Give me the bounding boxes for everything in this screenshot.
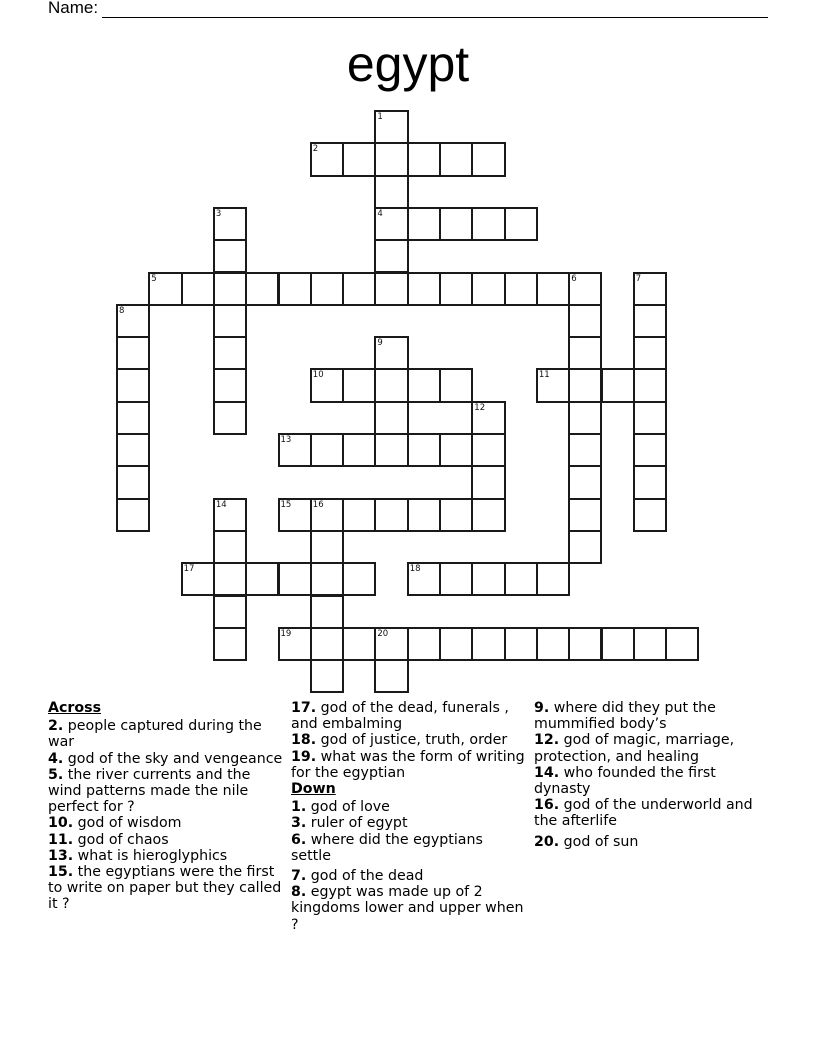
grid-cell[interactable] xyxy=(568,272,602,306)
grid-cell[interactable] xyxy=(374,207,408,241)
grid-cell[interactable] xyxy=(213,336,247,370)
grid-cell[interactable] xyxy=(536,627,570,661)
grid-cell[interactable] xyxy=(568,336,602,370)
clues-column-2 xyxy=(291,700,526,933)
clue-across-5: 5. the river currents and the wind patterns made the nile perfect for ? xyxy=(48,766,251,816)
clue-number: 15 xyxy=(280,499,292,510)
grid-cell[interactable] xyxy=(342,433,376,467)
grid-cell[interactable] xyxy=(504,562,538,596)
clue-down-1: 1. god of love xyxy=(291,799,390,816)
grid-cell[interactable] xyxy=(116,433,150,467)
grid-cell[interactable] xyxy=(213,239,247,273)
grid-cell[interactable] xyxy=(374,336,408,370)
clue-across-19: 19. what was the form of writing for the egyptian xyxy=(291,748,525,781)
grid-cell[interactable] xyxy=(504,272,538,306)
clue-down-20: 20. god of sun xyxy=(534,833,639,850)
grid-cell[interactable] xyxy=(633,272,667,306)
grid-cell[interactable] xyxy=(374,659,408,693)
grid-cell[interactable] xyxy=(213,368,247,402)
clue-number: 1 xyxy=(377,112,383,122)
grid-cell[interactable] xyxy=(568,465,602,499)
clue-down-7: 7. god of the dead xyxy=(291,868,424,885)
grid-cell[interactable] xyxy=(439,368,473,402)
grid-cell[interactable] xyxy=(633,498,667,532)
grid-cell[interactable] xyxy=(536,272,570,306)
grid-cell[interactable] xyxy=(116,336,150,370)
grid-cell[interactable] xyxy=(633,433,667,467)
clue-number: 16 xyxy=(312,499,324,510)
grid-cell[interactable] xyxy=(374,627,408,661)
clues-column-1 xyxy=(48,700,283,913)
grid-cell[interactable] xyxy=(633,627,667,661)
grid-cell[interactable] xyxy=(568,627,602,661)
grid-cell[interactable] xyxy=(213,530,247,564)
grid-cell[interactable] xyxy=(181,562,215,596)
clue-across-17: 17. god of the dead, funerals , and embalming xyxy=(291,700,509,733)
grid-cell[interactable] xyxy=(116,368,150,402)
clue-across-4: 4. god of the sky and vengeance xyxy=(48,750,283,767)
grid-cell[interactable] xyxy=(245,562,279,596)
grid-cell[interactable] xyxy=(116,401,150,435)
grid-cell[interactable] xyxy=(310,142,344,176)
grid-cell[interactable] xyxy=(601,368,635,402)
clue-number: 4 xyxy=(377,208,383,219)
grid-cell[interactable] xyxy=(181,272,215,306)
clue-number: 9 xyxy=(377,338,383,349)
grid-cell[interactable] xyxy=(148,272,182,306)
grid-cell[interactable] xyxy=(407,433,441,467)
grid-cell[interactable] xyxy=(116,498,150,532)
clue-number: 17 xyxy=(183,564,195,575)
grid-cell[interactable] xyxy=(471,433,505,467)
clue-number: 2 xyxy=(312,144,319,155)
clue-number: 13 xyxy=(280,435,292,445)
grid-cell[interactable] xyxy=(374,368,408,402)
grid-cell[interactable] xyxy=(374,239,408,273)
grid-cell[interactable] xyxy=(601,627,635,661)
grid-cell[interactable] xyxy=(471,272,505,306)
grid-cell[interactable] xyxy=(536,368,570,402)
grid-cell[interactable] xyxy=(568,368,602,402)
grid-cell[interactable] xyxy=(633,336,667,370)
clue-number: 12 xyxy=(474,402,486,413)
grid-cell[interactable] xyxy=(633,465,667,499)
grid-cell[interactable] xyxy=(213,401,247,435)
grid-cell[interactable] xyxy=(213,272,247,306)
puzzle-title: egypt xyxy=(346,36,470,92)
grid-cell[interactable] xyxy=(407,498,441,532)
grid-cell[interactable] xyxy=(278,627,312,661)
grid-cell[interactable] xyxy=(568,498,602,532)
grid-cell[interactable] xyxy=(213,498,247,532)
clue-number: 6 xyxy=(571,273,577,284)
clue-across-2: 2. people captured during the war xyxy=(48,718,262,751)
grid-cell[interactable] xyxy=(407,207,441,241)
grid-cell[interactable] xyxy=(116,465,150,499)
grid-cell[interactable] xyxy=(310,272,344,306)
grid-cell[interactable] xyxy=(407,562,441,596)
grid-cell[interactable] xyxy=(439,627,473,661)
clue-number: 3 xyxy=(215,208,222,219)
grid-cell[interactable] xyxy=(471,207,505,241)
grid-cell[interactable] xyxy=(310,595,344,629)
grid-cell[interactable] xyxy=(407,272,441,306)
clue-across-18: 18. god of justice, truth, order xyxy=(291,732,508,749)
grid-cell[interactable] xyxy=(504,627,538,661)
grid-cell[interactable] xyxy=(278,433,312,467)
grid-cell[interactable] xyxy=(310,530,344,564)
grid-cell[interactable] xyxy=(568,401,602,435)
grid-cell[interactable] xyxy=(342,142,376,176)
grid-cell[interactable] xyxy=(568,304,602,338)
grid-cell[interactable] xyxy=(213,304,247,338)
grid-cell[interactable] xyxy=(633,401,667,435)
name-label: Name: xyxy=(48,0,99,17)
clue-across-11: 11. god of chaos xyxy=(48,831,169,848)
clue-down-16: 16. god of the underworld and the afterlife xyxy=(534,797,753,830)
grid-cell[interactable] xyxy=(439,498,473,532)
clue-across-15: 15. the egyptians were the first to write on paper but they called it ? xyxy=(48,864,282,913)
clue-number: 7 xyxy=(635,273,642,284)
grid-cell[interactable] xyxy=(471,465,505,499)
grid-cell[interactable] xyxy=(342,498,376,532)
clue-number: 18 xyxy=(409,564,421,575)
clue-down-8: 8. egypt was made up of 2 kingdoms lower and upper when ? xyxy=(291,884,524,933)
grid-cell[interactable] xyxy=(342,368,376,402)
clue-number: 8 xyxy=(119,305,125,316)
clue-number: 14 xyxy=(215,499,227,510)
clue-down-14: 14. who founded the first dynasty xyxy=(534,764,716,798)
grid-cell[interactable] xyxy=(407,368,441,402)
grid-cell[interactable] xyxy=(278,272,312,306)
grid-cell[interactable] xyxy=(310,433,344,467)
grid-cell[interactable] xyxy=(665,627,699,661)
grid-cell[interactable] xyxy=(374,142,408,176)
clue-across-13: 13. what is hieroglyphics xyxy=(48,847,228,864)
grid-cell[interactable] xyxy=(504,207,538,241)
clues-column-3 xyxy=(534,700,774,850)
grid-cell[interactable] xyxy=(374,401,408,435)
grid-cell[interactable] xyxy=(439,562,473,596)
grid-cell[interactable] xyxy=(633,304,667,338)
grid-cell[interactable] xyxy=(310,368,344,402)
grid-cell[interactable] xyxy=(213,595,247,629)
clue-number: 11 xyxy=(538,370,550,381)
grid-cell[interactable] xyxy=(439,207,473,241)
clue-number: 5 xyxy=(151,273,157,284)
grid-cell[interactable] xyxy=(278,498,312,532)
grid-cell[interactable] xyxy=(471,401,505,435)
grid-cell[interactable] xyxy=(342,272,376,306)
grid-cell[interactable] xyxy=(213,207,247,241)
grid-cell[interactable] xyxy=(310,627,344,661)
grid-cell[interactable] xyxy=(471,627,505,661)
grid-cell[interactable] xyxy=(407,627,441,661)
grid-cell[interactable] xyxy=(374,272,408,306)
grid-cell[interactable] xyxy=(342,562,376,596)
grid-cell[interactable] xyxy=(213,562,247,596)
grid-cell[interactable] xyxy=(342,627,376,661)
clue-down-9: 9. where did they put the mummified body’s xyxy=(534,700,716,733)
grid-cell[interactable] xyxy=(568,433,602,467)
clue-across-10: 10. god of wisdom xyxy=(48,815,182,832)
grid-cell[interactable] xyxy=(310,498,344,532)
clue-down-6: 6. where did the egyptians settle xyxy=(291,831,483,864)
grid-cell[interactable] xyxy=(374,498,408,532)
across-heading: Across xyxy=(48,700,102,716)
grid-cell[interactable] xyxy=(633,368,667,402)
grid-cell[interactable] xyxy=(568,530,602,564)
grid-cell[interactable] xyxy=(439,272,473,306)
grid-cell[interactable] xyxy=(374,110,408,144)
grid-cell[interactable] xyxy=(471,142,505,176)
grid-cell[interactable] xyxy=(116,304,150,338)
down-heading: Down xyxy=(291,781,336,798)
clue-down-12: 12. god of magic, marriage, protection, and healing xyxy=(534,732,735,765)
grid-cell[interactable] xyxy=(439,142,473,176)
grid-cell[interactable] xyxy=(278,562,312,596)
grid-cell[interactable] xyxy=(536,562,570,596)
grid-cell[interactable] xyxy=(245,272,279,306)
grid-cell[interactable] xyxy=(374,175,408,209)
grid-cell[interactable] xyxy=(213,627,247,661)
clue-number: 19 xyxy=(280,628,292,639)
grid-cell[interactable] xyxy=(374,433,408,467)
grid-cell[interactable] xyxy=(310,562,344,596)
clue-number: 20 xyxy=(377,628,389,639)
clue-number: 10 xyxy=(312,370,324,381)
grid-cell[interactable] xyxy=(471,562,505,596)
grid-cell[interactable] xyxy=(439,433,473,467)
grid-cell[interactable] xyxy=(471,498,505,532)
grid-cell[interactable] xyxy=(407,142,441,176)
clue-down-3: 3. ruler of egypt xyxy=(291,815,408,832)
grid-cell[interactable] xyxy=(310,659,344,693)
